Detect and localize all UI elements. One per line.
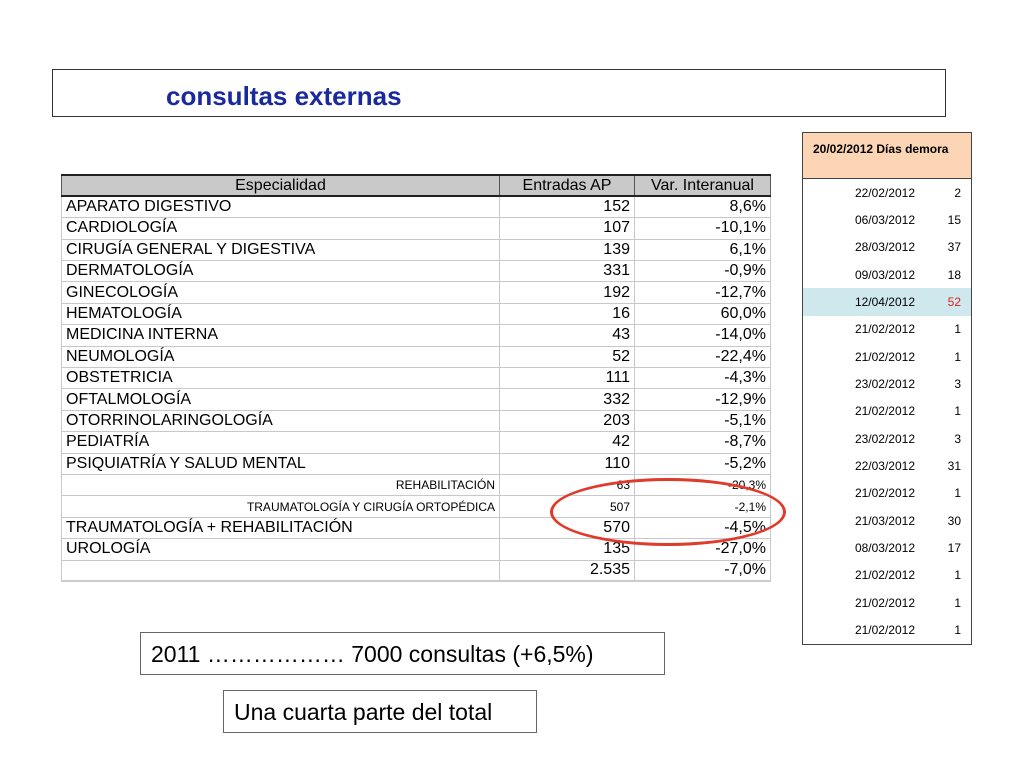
entradas-cell: 139: [500, 239, 635, 260]
waiting-date: 21/02/2012: [854, 349, 915, 364]
specialty-cell: PEDIATRÍA: [62, 432, 500, 453]
waiting-days-row: [803, 179, 971, 206]
header-especialidad: Especialidad: [62, 175, 500, 196]
waiting-date: 21/02/2012: [854, 595, 915, 610]
entradas-cell: 110: [500, 453, 635, 474]
waiting-days: 1: [954, 322, 961, 337]
entradas-cell: 111: [500, 368, 635, 389]
waiting-date: 23/02/2012: [854, 431, 915, 446]
table-row: [62, 517, 771, 538]
waiting-days: 1: [954, 349, 961, 364]
waiting-days-row: [803, 343, 971, 370]
quarter-note-box: Una cuarta parte del total: [223, 690, 537, 733]
variacion-cell: -14,0%: [635, 325, 771, 346]
specialty-cell: HEMATOLOGÍA: [62, 303, 500, 324]
waiting-date: 23/02/2012: [854, 377, 915, 392]
waiting-days: 1: [954, 595, 961, 610]
waiting-days-row: [803, 589, 971, 616]
waiting-days: 18: [947, 267, 961, 282]
waiting-days: 3: [954, 377, 961, 392]
variacion-cell: -12,9%: [635, 389, 771, 410]
variacion-cell: -27,0%: [635, 539, 771, 560]
specialty-cell: UROLOGÍA: [62, 539, 500, 560]
entradas-cell: 332: [500, 389, 635, 410]
variacion-cell: 6,1%: [635, 239, 771, 260]
waiting-days: 2: [954, 185, 961, 200]
specialty-cell: OTORRINOLARINGOLOGÍA: [62, 410, 500, 431]
variacion-cell: -22,4%: [635, 346, 771, 367]
specialty-cell: CIRUGÍA GENERAL Y DIGESTIVA: [62, 239, 500, 260]
waiting-days: 1: [954, 568, 961, 583]
specialty-cell: TRAUMATOLOGÍA + REHABILITACIÓN: [62, 517, 500, 538]
specialty-table: [61, 174, 771, 582]
table-row: [62, 218, 771, 239]
variacion-cell: -12,7%: [635, 282, 771, 303]
waiting-date: 28/03/2012: [854, 240, 915, 255]
variacion-cell: -4,3%: [635, 368, 771, 389]
waiting-date: 21/02/2012: [854, 623, 915, 638]
table-row: [62, 389, 771, 410]
table-row: [62, 368, 771, 389]
waiting-days: 1: [954, 404, 961, 419]
variacion-cell: 60,0%: [635, 303, 771, 324]
table-row: [62, 196, 771, 217]
table-row: [62, 325, 771, 346]
table-row: [62, 303, 771, 324]
specialty-cell: OBSTETRICIA: [62, 368, 500, 389]
table-row: [62, 539, 771, 560]
entradas-cell: 203: [500, 410, 635, 431]
table-row: [62, 496, 771, 517]
entradas-cell: 42: [500, 432, 635, 453]
waiting-days: 52: [947, 295, 961, 310]
table-row: [62, 474, 771, 495]
waiting-days: 15: [947, 213, 961, 228]
entradas-cell: 152: [500, 196, 635, 217]
waiting-days: 31: [947, 459, 961, 474]
specialty-cell: APARATO DIGESTIVO: [62, 196, 500, 217]
header-variacion: Var. Interanual: [635, 175, 771, 196]
waiting-date: 12/04/2012: [854, 295, 915, 310]
waiting-days-row: [803, 234, 971, 261]
specialty-cell: REHABILITACIÓN: [62, 474, 500, 495]
waiting-days-row: [803, 425, 971, 452]
table-row: [62, 410, 771, 431]
waiting-days-row: [803, 206, 971, 233]
waiting-days-row: [803, 261, 971, 288]
table-row: [62, 261, 771, 282]
entradas-cell: 135: [500, 539, 635, 560]
waiting-days-row: [803, 507, 971, 534]
waiting-date: 21/02/2012: [854, 568, 915, 583]
waiting-days: 1: [954, 623, 961, 638]
waiting-date: 08/03/2012: [854, 541, 915, 556]
entradas-cell: 63: [500, 474, 635, 495]
entradas-cell: 107: [500, 218, 635, 239]
waiting-days: 17: [947, 541, 961, 556]
specialty-cell: PSIQUIATRÍA Y SALUD MENTAL: [62, 453, 500, 474]
table-row: [62, 560, 771, 581]
waiting-days-row: [803, 370, 971, 397]
waiting-date: 22/02/2012: [854, 185, 915, 200]
waiting-days: 1: [954, 486, 961, 501]
entradas-cell: 192: [500, 282, 635, 303]
waiting-days-row: [803, 562, 971, 589]
variacion-cell: -0,9%: [635, 261, 771, 282]
entradas-cell: 331: [500, 261, 635, 282]
variacion-cell: -8,7%: [635, 432, 771, 453]
waiting-days-row: [803, 617, 971, 644]
specialty-cell: MEDICINA INTERNA: [62, 325, 500, 346]
variacion-cell: -20,3%: [635, 474, 771, 495]
specialty-cell: DERMATOLOGÍA: [62, 261, 500, 282]
waiting-days: 37: [947, 240, 961, 255]
table-row: [62, 282, 771, 303]
entradas-cell: 52: [500, 346, 635, 367]
variacion-cell: -10,1%: [635, 218, 771, 239]
entradas-cell: 507: [500, 496, 635, 517]
waiting-days-header: 20/02/2012 Días demora: [803, 133, 971, 179]
waiting-days-row: [803, 480, 971, 507]
waiting-days-row: [803, 452, 971, 479]
waiting-date: 22/03/2012: [854, 459, 915, 474]
waiting-days-panel: [802, 132, 972, 645]
table-header-row: [62, 175, 771, 196]
waiting-date: 21/02/2012: [854, 404, 915, 419]
table-row: [62, 239, 771, 260]
waiting-date: 21/03/2012: [854, 513, 915, 528]
table-row: [62, 432, 771, 453]
specialty-cell: OFTALMOLOGÍA: [62, 389, 500, 410]
page-title: consultas externas: [166, 81, 402, 111]
waiting-days-row: [803, 398, 971, 425]
table-row: [62, 453, 771, 474]
specialty-cell: NEUMOLOGÍA: [62, 346, 500, 367]
variacion-cell: -7,0%: [635, 560, 771, 581]
waiting-date: 21/02/2012: [854, 322, 915, 337]
waiting-date: 09/03/2012: [854, 267, 915, 282]
variacion-cell: -4,5%: [635, 517, 771, 538]
specialty-cell: CARDIOLOGÍA: [62, 218, 500, 239]
waiting-days: 30: [947, 513, 961, 528]
waiting-days-row: [803, 534, 971, 561]
entradas-cell: 570: [500, 517, 635, 538]
waiting-days-row: [803, 316, 971, 343]
header-entradas: Entradas AP: [500, 175, 635, 196]
variacion-cell: -5,1%: [635, 410, 771, 431]
waiting-days-row: [803, 288, 971, 315]
specialty-cell: GINECOLOGÍA: [62, 282, 500, 303]
variacion-cell: -2,1%: [635, 496, 771, 517]
title-box: [52, 69, 946, 117]
waiting-days: 3: [954, 431, 961, 446]
table-row: [62, 346, 771, 367]
specialty-cell: [62, 560, 500, 581]
entradas-cell: 2.535: [500, 560, 635, 581]
summary-box: 2011 ……………… 7000 consultas (+6,5%): [140, 632, 665, 675]
entradas-cell: 16: [500, 303, 635, 324]
specialty-cell: TRAUMATOLOGÍA Y CIRUGÍA ORTOPÉDICA: [62, 496, 500, 517]
variacion-cell: -5,2%: [635, 453, 771, 474]
waiting-date: 21/02/2012: [854, 486, 915, 501]
waiting-date: 06/03/2012: [854, 213, 915, 228]
variacion-cell: 8,6%: [635, 196, 771, 217]
entradas-cell: 43: [500, 325, 635, 346]
